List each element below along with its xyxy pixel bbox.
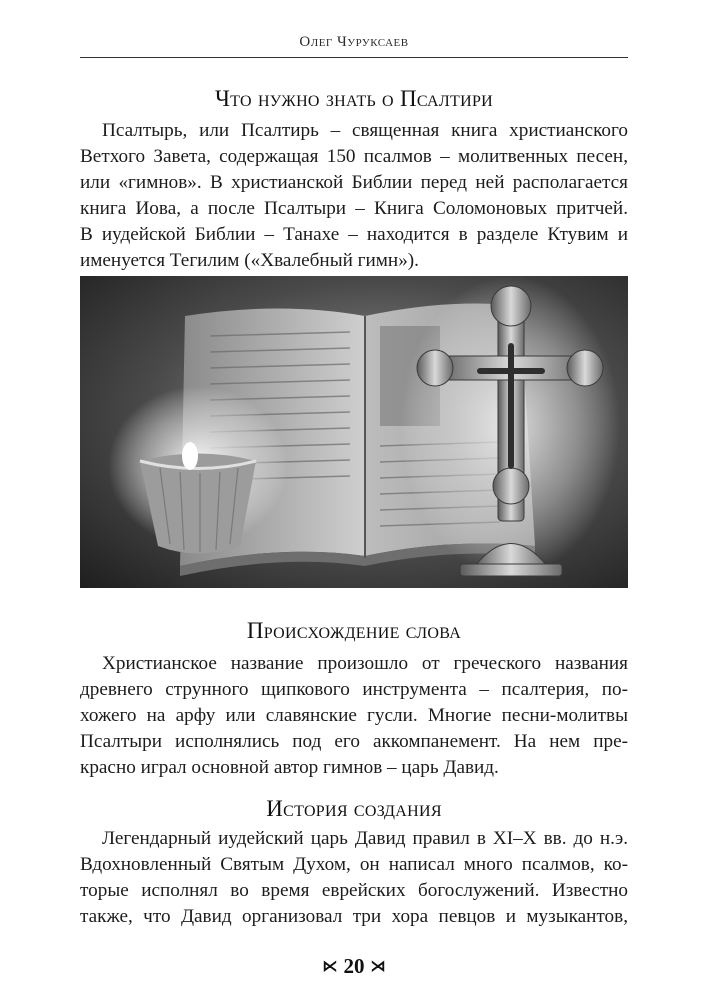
text-line: древнего струнного щипкового инструмента – псалтерия, по-	[80, 679, 628, 700]
paragraph-history	[80, 826, 628, 930]
text-line: Ветхого Завета, содержащая 150 псалмов – молитвенных песен,	[80, 146, 628, 167]
paragraph-psalter	[80, 118, 628, 274]
text-line: Псалтыри исполнялись под его аккомпанемент. На нем пре-	[80, 731, 628, 752]
text-line: Легендарный иудейский царь Давид правил в XI–X вв. до н.э.	[102, 828, 628, 849]
text-line: Псалтырь, или Псалтирь – священная книга христианского	[102, 120, 628, 141]
text-line: или «гимнов». В христианской Библии перед ней располагается	[80, 172, 628, 193]
section-title-psalter: Что нужно знать о Псалтири	[214, 86, 494, 111]
text-line: хожего на арфу или славянские гусли. Многие песни-молитвы	[80, 705, 628, 726]
text-line: красно играл основной автор гимнов – царь Давид.	[80, 757, 499, 778]
page-footer	[80, 954, 628, 979]
running-header: Олег Чуруксаев	[299, 34, 409, 50]
section-title-word-origin: Происхождение слова	[246, 618, 462, 643]
photo-illustration	[80, 276, 628, 588]
text-line: В иудейской Библии – Танахе – находится в разделе Ктувим и	[80, 224, 628, 245]
text-line: книга Иова, а после Псалтыри – Книга Соломоновых притчей.	[80, 198, 628, 219]
paragraph-word-origin	[80, 651, 628, 781]
text-line: Вдохновленный Святым Духом, он написал много псалмов, ко-	[80, 854, 628, 875]
ornament-right: ⋊	[370, 959, 386, 975]
header-rule	[80, 57, 628, 58]
page-number: 20	[343, 954, 365, 978]
text-line: Христианское название произошло от греческого названия	[102, 653, 628, 674]
text-line: также, что Давид организовал три хора певцов и музыкантов,	[80, 906, 628, 927]
psalter-cross-candle-photo	[80, 276, 628, 588]
text-line: торые исполнял во время еврейских богослужений. Известно	[80, 880, 628, 901]
text-line: именуется Тегилим («Хвалебный гимн»).	[80, 250, 419, 271]
ornament-left: ⋉	[322, 959, 338, 975]
section-title-history: История создания	[266, 796, 442, 821]
